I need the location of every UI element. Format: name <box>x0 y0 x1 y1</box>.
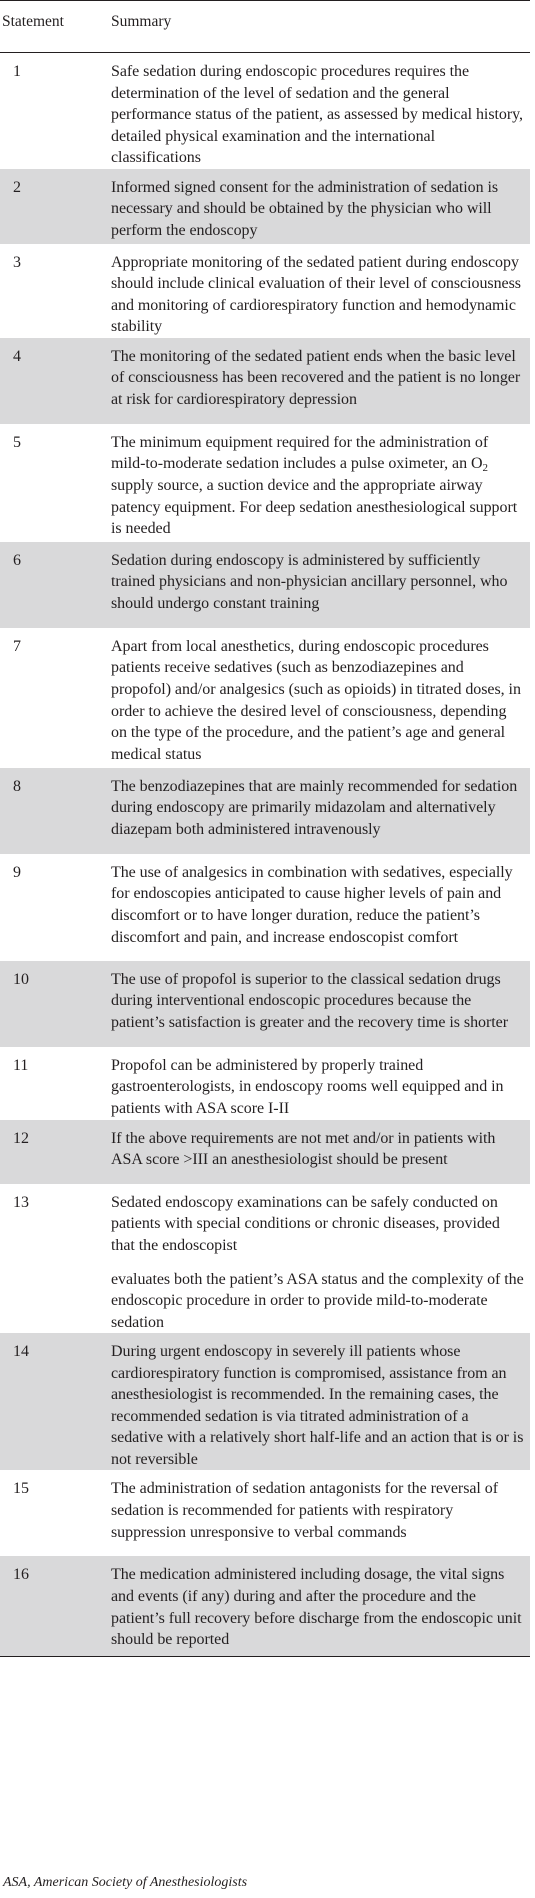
statement-summary: Apart from local anesthetics, during endoscopic procedures patients receive sedatives (such as benzodiazepines and propofol) and/or analgesics (such as opioids) in titrated doses, in order to achieve the desired level of consciousness, depending on the type of the procedure, and the patient’s age and general medical status <box>111 637 521 763</box>
statement-text-part: The minimum equipment required for the administration of mild-to-moderate sedation includes a pulse oximeter, an O <box>111 433 489 473</box>
statement-number: 12 <box>0 1120 111 1184</box>
statement-summary: If the above requirements are not met and/or in patients with ASA score >III an anesthesiologist should be present <box>111 1120 530 1184</box>
statement-number: 2 <box>0 169 111 244</box>
statement-number: 15 <box>13 1480 29 1498</box>
subscript-2: 2 <box>482 462 488 475</box>
table-row <box>0 169 530 244</box>
table-row <box>0 542 530 628</box>
statement-summary: Appropriate monitoring of the sedated patient during endoscopy should include clinical evaluation of their level of consciousness and monitoring of cardiorespiratory function and hemodynamic stability <box>111 253 521 336</box>
table-header <box>0 1 530 53</box>
statement-summary: The medication administered including dosage, the vital signs and events (if any) during and after the procedure and the patient’s full recovery before discharge from the endoscopic unit should be reported <box>111 1556 530 1656</box>
table-footnote: ASA, American Society of Anesthesiologists <box>3 1875 248 1890</box>
table-row <box>0 1120 530 1184</box>
statement-summary: Informed signed consent for the administration of sedation is necessary and should be obtained by the physician who will perform the endoscopy <box>111 169 530 244</box>
statement-summary: Propofol can be administered by properly trained gastroenterologists, in endoscopy rooms well equipped and in patients with ASA score I-II <box>111 1056 504 1118</box>
statement-summary: The monitoring of the sedated patient ends when the basic level of consciousness has been recovered and the patient is no longer at risk for cardiorespiratory depression <box>111 338 530 424</box>
statement-summary <box>111 424 530 542</box>
table-row <box>0 628 530 768</box>
statement-number: 5 <box>13 433 21 451</box>
statement-summary: evaluates both the patient’s ASA status and the complexity of the endoscopic procedure in order to provide mild-to-moderate sedation <box>111 1270 524 1331</box>
statement-summary: During urgent endoscopy in severely ill patients whose cardiorespiratory function is compromised, assistance from an anesthesiologist is recommended. In the remaining cases, the recommended sedation is via titrated administration of a sedative with a relatively short half-life and an action that is or is not reversible <box>111 1333 530 1470</box>
table-row <box>0 424 530 542</box>
table-row <box>0 1047 530 1120</box>
statement-number: 7 <box>13 637 21 655</box>
table-row <box>0 1556 530 1656</box>
statement-number: 1 <box>13 63 21 80</box>
statement-summary: The benzodiazepines that are mainly recommended for sedation during endoscopy are primarily midazolam and alternatively diazepam both administered intravenously <box>111 768 530 854</box>
statement-number: 9 <box>13 863 21 881</box>
table-row <box>0 53 530 169</box>
table-row <box>0 854 530 961</box>
table-row <box>0 1470 530 1556</box>
statement-summary: The administration of sedation antagonists for the reversal of sedation is recommended for patients with respiratory suppression unresponsive to verbal commands <box>111 1480 499 1541</box>
table-row <box>0 961 530 1047</box>
table-row <box>0 244 530 338</box>
header-statement: Statement <box>0 1 111 53</box>
table-row-continuation <box>0 1259 530 1334</box>
statement-number: 16 <box>0 1556 111 1656</box>
statement-summary: Safe sedation during endoscopic procedures requires the determination of the level of sedation and the general performance status of the patient, as assessed by medical history, detailed physical examination and the international classifications <box>111 63 523 167</box>
statement-summary: Sedated endoscopy examinations can be safely conducted on patients with special conditions or chronic diseases, provided that the endoscopist <box>111 1193 500 1254</box>
statement-number: 14 <box>0 1333 111 1470</box>
table-body <box>0 53 530 1657</box>
statement-number: 3 <box>13 253 21 271</box>
statement-number <box>0 1259 111 1334</box>
statement-summary: The use of analgesics in combination with sedatives, especially for endoscopies anticipated to cause higher levels of pain and discomfort or to have longer duration, reduce the patient’s discomfort and pain, and increase endoscopist comfort <box>111 863 513 946</box>
table-row <box>0 338 530 424</box>
table-row <box>0 1184 530 1259</box>
statement-number: 11 <box>13 1056 29 1074</box>
table-row <box>0 768 530 854</box>
statement-number: 10 <box>0 961 111 1047</box>
statement-number: 4 <box>0 338 111 424</box>
statement-summary: The use of propofol is superior to the classical sedation drugs during interventional endoscopic procedures because the patient’s satisfaction is greater and the recovery time is shorter <box>111 961 530 1047</box>
statement-number: 8 <box>0 768 111 854</box>
table-row <box>0 1333 530 1470</box>
statement-number: 6 <box>0 542 111 628</box>
statement-summary: Sedation during endoscopy is administered by sufficiently trained physicians and non-physician ancillary personnel, who should undergo constant training <box>111 542 530 628</box>
statement-number: 13 <box>13 1193 29 1211</box>
header-summary: Summary <box>111 1 530 53</box>
statement-text-part: supply source, a suction device and the appropriate airway patency equipment. For deep sedation anesthesiological support is needed <box>111 477 518 538</box>
header-row <box>0 1 530 53</box>
